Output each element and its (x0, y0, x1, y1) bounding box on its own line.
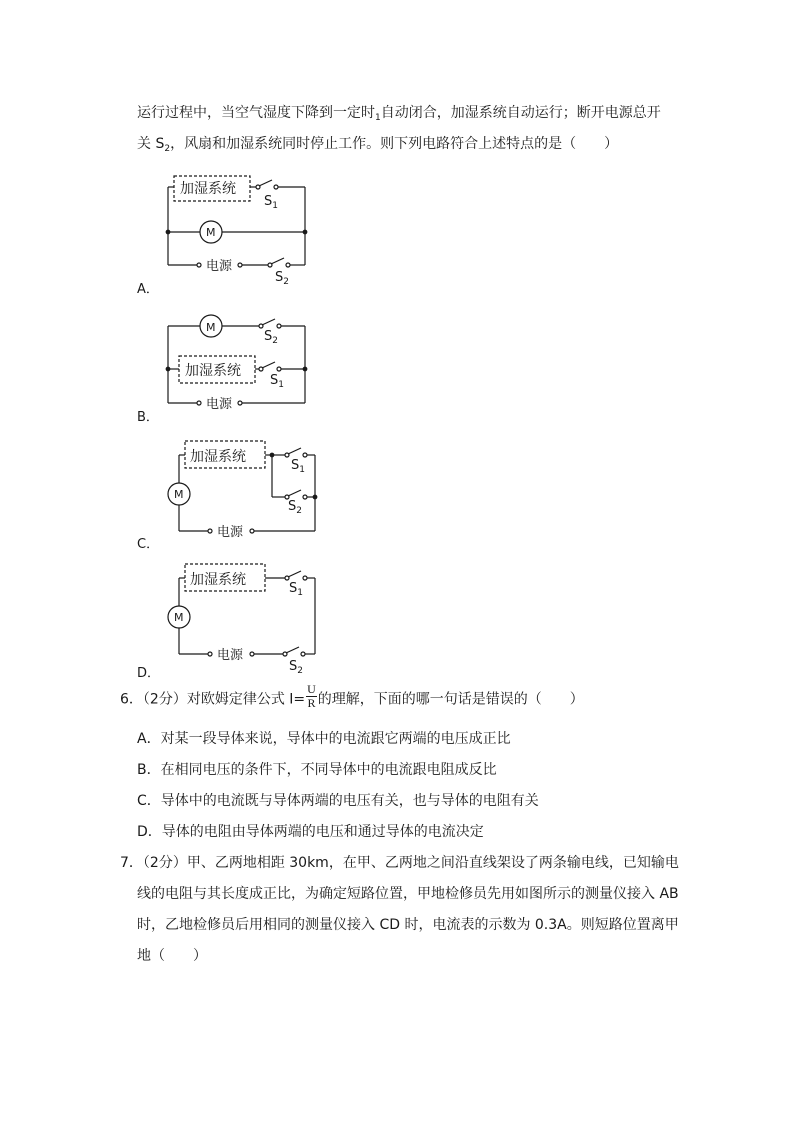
ohm-law-fraction (306, 683, 317, 710)
intro-line-1-pre: 运行过程中，当空气湿度下降到一定时 (137, 105, 375, 121)
q7-line-2: 线的电阻与其长度成正比，为确定短路位置，甲地检修员先用如图所示的测量仪接入 AB (137, 886, 679, 902)
circuit-c-humidifier-label: 加湿系统 (190, 449, 246, 465)
fraction-denominator: R (307, 696, 316, 710)
circuit-b-power-label: 电源 (206, 397, 233, 412)
circuit-d-s2-label: $S_2$ (289, 659, 303, 676)
q6-option-a[interactable]: A．对某一段导体来说，导体中的电流跟它两端的电压成正比 (137, 731, 511, 747)
intro-line-2-pre: 关 S (137, 136, 165, 152)
circuit-c-power-label: 电源 (217, 525, 244, 540)
q6-option-c[interactable]: C．导体中的电流既与导体两端的电压有关，也与导体的电阻有关 (137, 793, 539, 809)
circuit-c-motor-label: M (174, 488, 184, 501)
circuit-a-motor-label: M (206, 226, 216, 239)
fraction-numerator: U (307, 682, 316, 696)
circuit-b-motor-label: M (206, 321, 216, 334)
circuit-d-humidifier-label: 加湿系统 (190, 572, 246, 588)
intro-line-1-sub: 1 (375, 113, 381, 123)
option-a-label[interactable]: A． (137, 282, 159, 297)
circuit-a-s1-label: $S_1$ (264, 194, 278, 211)
intro-line-2-sub: 2 (164, 144, 171, 154)
q6-stem (120, 682, 584, 713)
circuit-b-s1-label: $S_1$ (270, 373, 284, 390)
option-d-label[interactable]: D． (137, 666, 161, 681)
circuit-d-power-label: 电源 (217, 648, 244, 663)
option-c-label[interactable]: C． (137, 537, 160, 552)
circuit-c-s1-label: $S_1$ (291, 458, 305, 475)
circuit-c-s2-label: $S_2$ (288, 499, 302, 516)
circuit-b (166, 315, 307, 405)
q7-line-4: 地（ ） (137, 948, 207, 964)
q6-stem-post: 的理解，下面的哪一句话是错误的（ ） (317, 691, 584, 708)
q7-line-3: 时，乙地检修员后用相同的测量仪接入 CD 时，电流表的示数为 0.3A。则短路位置离甲 (137, 917, 679, 933)
intro-line-2-post: ，风扇和加湿系统同时停止工作。则下列电路符合上述特点的是（ ） (170, 136, 619, 152)
circuit-a-s2-label: $S_2$ (275, 270, 289, 287)
q7-line-1: 7．（2分）甲、乙两地相距 30km，在甲、乙两地之间沿直线架设了两条输电线，已知输电 (120, 855, 679, 871)
intro-line-1-post: 自动闭合，加湿系统自动运行；断开电源总开 (380, 105, 661, 121)
q6-stem-pre: 6．（2分）对欧姆定律公式 I= (120, 691, 306, 708)
circuit-a-humidifier-label: 加湿系统 (180, 181, 236, 197)
circuit-d-motor-label: M (174, 611, 184, 624)
circuit-b-humidifier-label: 加湿系统 (185, 363, 241, 379)
q6-option-d[interactable]: D．导体的电阻由导体两端的电压和通过导体的电流决定 (137, 824, 484, 840)
option-b-label[interactable]: B． (137, 410, 159, 425)
circuit-d-s1-label: $S_1$ (289, 581, 303, 598)
circuit-a-power-label: 电源 (206, 259, 233, 274)
q6-option-b[interactable]: B．在相同电压的条件下，不同导体中的电流跟电阻成反比 (137, 762, 497, 778)
circuit-b-s2-label: $S_2$ (264, 329, 278, 346)
